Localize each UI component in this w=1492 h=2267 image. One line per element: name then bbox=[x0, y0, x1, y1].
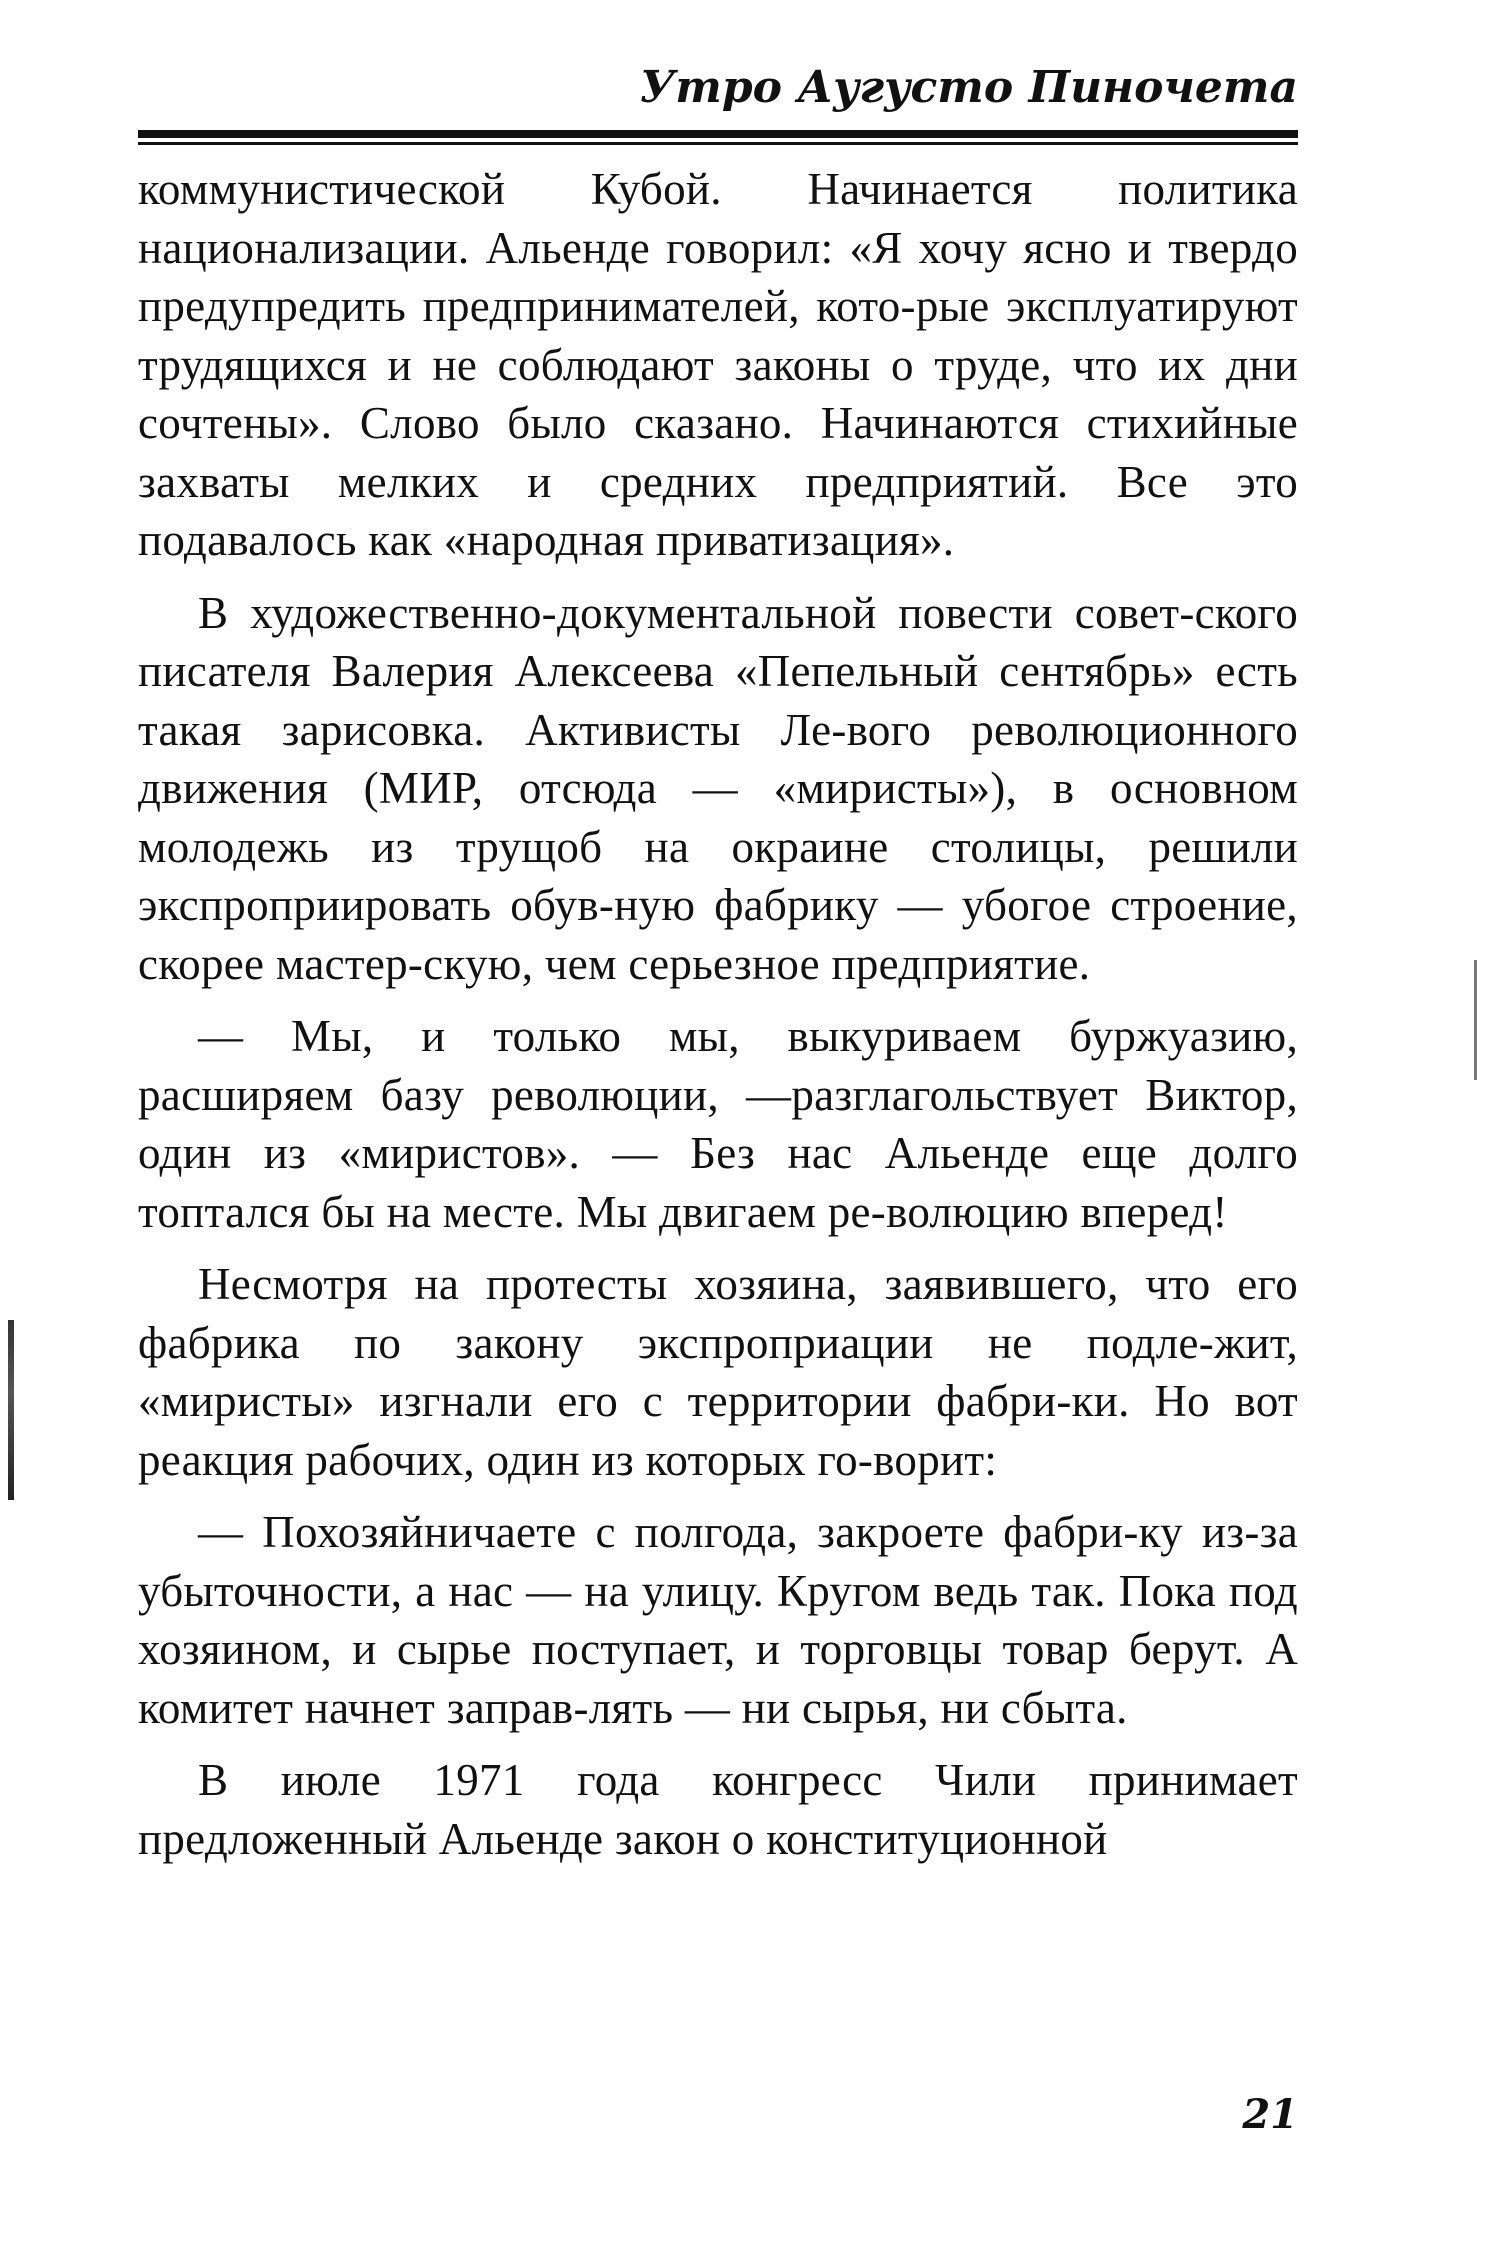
paragraph-1: коммунистической Кубой. Начинается политика национализации. Альенде говорил: «Я хочу ясно и твердо предупредить предпринимателей, кото-рые эксплуатируют трудящихся и не соблюдают законы о труде, что их дни сочтены». Слово было сказано. Начинаются стихийные захваты мелких и средних предприятий. Все это подавалось как «народная приватизация». bbox=[138, 164, 1298, 565]
paragraph-6: В июле 1971 года конгресс Чили принимает предложенный Альенде закон о конституционной bbox=[138, 1755, 1298, 1864]
header-rule-thick bbox=[138, 130, 1298, 138]
scan-edge-mark-right bbox=[1474, 960, 1477, 1080]
page-number: 21 bbox=[1242, 2091, 1298, 2138]
paragraph-2: В художественно-документальной повести совет-ского писателя Валерия Алексеева «Пепельный сентябрь» есть такая зарисовка. Активисты Ле-вого революционного движения (МИР, отсюда — «миристы»), в основном молодежь из трущоб на окраине столицы, решили экспроприировать обув-ную фабрику — убогое строение, скорее мастер-скую, чем серьезное предприятие. bbox=[138, 587, 1298, 989]
body-text bbox=[138, 160, 1298, 1882]
paragraph-5: — Похозяйничаете с полгода, закроете фабри-ку из-за убыточности, а нас — на улицу. Кругом ведь так. Пока под хозяином, и сырье поступает, и торговцы товар берут. А комитет начнет заправ-лять — ни сырья, ни сбыта. bbox=[138, 1507, 1298, 1733]
paragraph-3: — Мы, и только мы, выкуриваем буржуазию, расширяем базу революции, —разглагольствует Виктор, один из «миристов». — Без нас Альенде еще долго топтался бы на месте. Мы двигаем ре-волюцию вперед! bbox=[138, 1011, 1298, 1237]
header-rule-thin bbox=[138, 142, 1298, 145]
scan-edge-mark-left bbox=[8, 1320, 14, 1500]
paragraph-4: Несмотря на протесты хозяина, заявившего, что его фабрика по закону экспроприации не подле-жит, «миристы» изгнали его с территории фабри-ки. Но вот реакция рабочих, один из которых го-ворит: bbox=[138, 1259, 1298, 1485]
running-title: Утро Аугусто Пиночета bbox=[639, 62, 1298, 113]
